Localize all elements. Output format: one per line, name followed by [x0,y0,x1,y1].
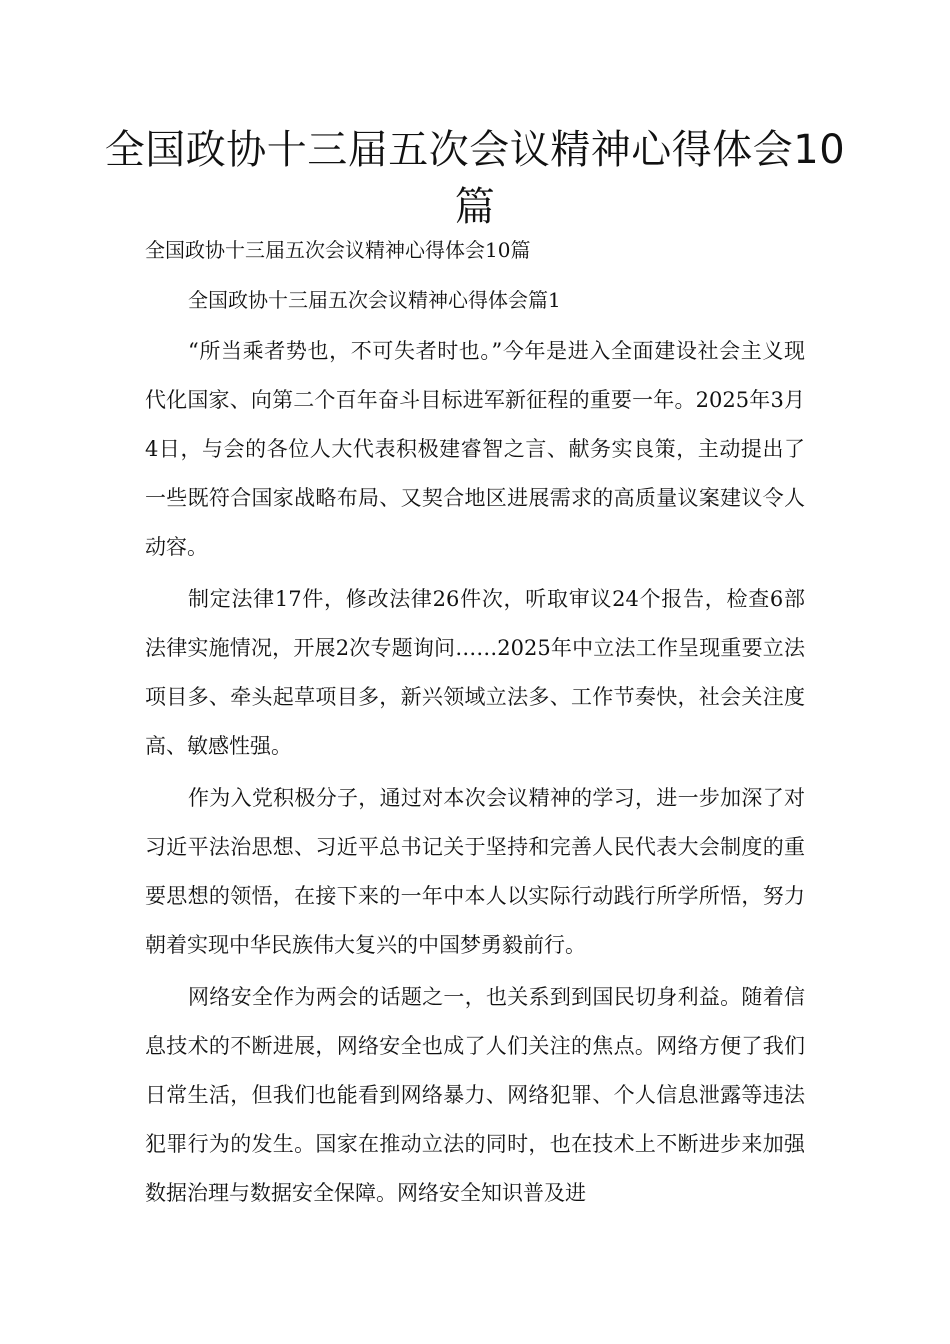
document-title: 全国政协十三届五次会议精神心得体会10篇 [104,127,846,230]
document-subtitle: 全国政协十三届五次会议精神心得体会10篇 [145,238,531,262]
paragraph: “所当乘者势也，不可失者时也。”今年是进入全面建设社会主义现代化国家、向第二个百年奋斗目标进军新征程的重要一年。2025年3月4日，与会的各位人大代表积极建睿智之言、献务实良策，主动提出了一些既符合国家战略布局、又契合地区进展需求的高质量议案建议令人动容。 [145,339,805,559]
section-heading: 全国政协十三届五次会议精神心得体会篇1 [188,288,561,312]
paragraph: 制定法律17件，修改法律26件次，听取审议24个报告，检查6部法律实施情况，开展2次专题询问……2025年中立法工作呈现重要立法项目多、牵头起草项目多，新兴领域立法多、工作节奏快，社会关注度高、敏感性强。 [145,587,805,758]
paragraph: 作为入党积极分子，通过对本次会议精神的学习，进一步加深了对习近平法治思想、习近平总书记关于坚持和完善人民代表大会制度的重要思想的领悟，在接下来的一年中本人以实际行动践行所学所悟，努力朝着实现中华民族伟大复兴的中国梦勇毅前行。 [145,786,805,957]
paragraph: 网络安全作为两会的话题之一，也关系到到国民切身利益。随着信息技术的不断进展，网络安全也成了人们关注的焦点。网络方便了我们日常生活，但我们也能看到网络暴力、网络犯罪、个人信息泄露等违法犯罪行为的发生。国家在推动立法的同时，也在技术上不断进步来加强数据治理与数据安全保障。网络安全知识普及进 [145,985,805,1205]
